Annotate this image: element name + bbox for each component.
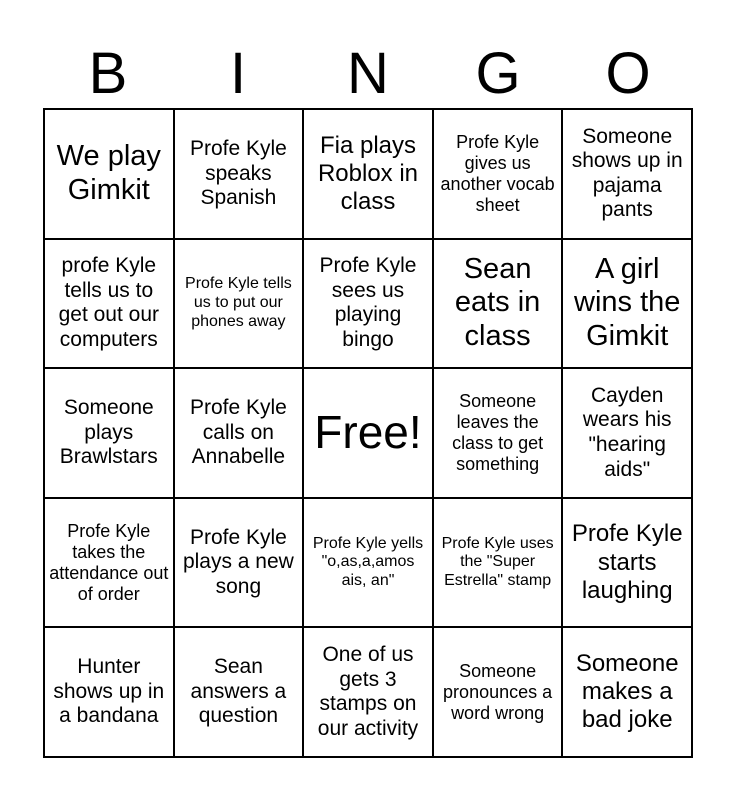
bingo-cell[interactable]: Profe Kyle calls on Annabelle	[174, 368, 304, 498]
header-letter-n: N	[347, 41, 389, 106]
bingo-header	[43, 40, 693, 108]
bingo-cell[interactable]: Fia plays Roblox in class	[303, 109, 433, 239]
bingo-cell[interactable]: Sean eats in class	[433, 239, 563, 369]
bingo-cell[interactable]: Profe Kyle yells "o,as,a,amos ais, an"	[303, 498, 433, 628]
bingo-cell[interactable]: Profe Kyle speaks Spanish	[174, 109, 304, 239]
header-letter-b: B	[88, 41, 128, 106]
bingo-free-cell[interactable]: Free!	[303, 368, 433, 498]
bingo-cell[interactable]: Someone pronounces a word wrong	[433, 627, 563, 757]
bingo-cell[interactable]: Profe Kyle uses the "Super Estrella" stamp	[433, 498, 563, 628]
header-letter-o: O	[605, 41, 651, 106]
bingo-cell[interactable]: Profe Kyle plays a new song	[174, 498, 304, 628]
bingo-cell[interactable]: Someone leaves the class to get something	[433, 368, 563, 498]
bingo-cell[interactable]: One of us gets 3 stamps on our activity	[303, 627, 433, 757]
bingo-cell[interactable]: Hunter shows up in a bandana	[44, 627, 174, 757]
bingo-cell[interactable]: Profe Kyle tells us to put our phones away	[174, 239, 304, 369]
bingo-cell[interactable]: Someone makes a bad joke	[562, 627, 692, 757]
bingo-cell[interactable]: A girl wins the Gimkit	[562, 239, 692, 369]
bingo-cell[interactable]: Sean answers a question	[174, 627, 304, 757]
bingo-cell[interactable]: Cayden wears his "hearing aids"	[562, 368, 692, 498]
bingo-cell[interactable]: profe Kyle tells us to get out our computers	[44, 239, 174, 369]
bingo-cell[interactable]: Profe Kyle sees us playing bingo	[303, 239, 433, 369]
bingo-cell[interactable]: We play Gimkit	[44, 109, 174, 239]
bingo-cell[interactable]: Profe Kyle takes the attendance out of order	[44, 498, 174, 628]
header-letter-g: G	[475, 41, 521, 106]
bingo-cell[interactable]: Profe Kyle gives us another vocab sheet	[433, 109, 563, 239]
bingo-cell[interactable]: Profe Kyle starts laughing	[562, 498, 692, 628]
bingo-board	[43, 108, 693, 758]
header-letter-i: I	[229, 41, 247, 106]
bingo-cell[interactable]: Someone plays Brawlstars	[44, 368, 174, 498]
bingo-cell[interactable]: Someone shows up in pajama pants	[562, 109, 692, 239]
